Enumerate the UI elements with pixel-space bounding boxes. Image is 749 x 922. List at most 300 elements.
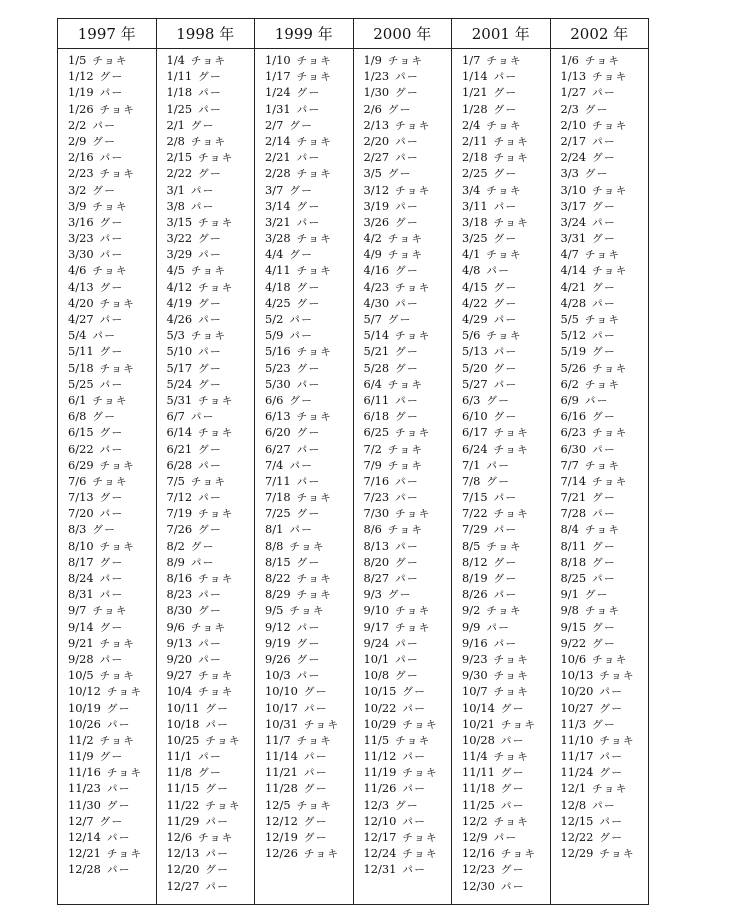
entry-hand: グー: [493, 362, 518, 375]
date-entry: [462, 214, 550, 230]
entry-hand: グー: [395, 216, 420, 229]
entry-date: 2/16: [68, 150, 94, 165]
date-entry: [462, 780, 550, 796]
date-entry: [462, 861, 550, 877]
entry-hand: チョキ: [99, 297, 136, 310]
date-entry: [462, 667, 550, 683]
entry-date: 6/8: [68, 409, 87, 424]
date-entry: [68, 457, 156, 473]
entry-date: 1/17: [265, 69, 291, 84]
entry-date: 2/3: [560, 101, 579, 116]
entry-date: 9/9: [462, 619, 481, 634]
entry-date: 11/25: [462, 797, 495, 812]
entry-date: 6/28: [166, 457, 193, 472]
entry-hand: グー: [493, 556, 518, 569]
entry-date: 9/19: [265, 635, 291, 650]
date-entry: [167, 635, 255, 651]
entry-date: 6/21: [166, 441, 193, 456]
date-entry: [68, 505, 156, 521]
date-entry: [265, 182, 353, 198]
date-entry: [167, 279, 255, 295]
entry-hand: パー: [99, 249, 124, 262]
date-entry: [462, 764, 550, 780]
entry-date: 11/23: [68, 781, 101, 796]
date-entry: [68, 441, 156, 457]
entry-date: 10/19: [68, 700, 101, 715]
entry-hand: グー: [592, 233, 617, 246]
date-entry: [167, 667, 255, 683]
date-entry: [364, 489, 452, 505]
entry-date: 1/19: [68, 85, 94, 100]
entry-hand: チョキ: [395, 508, 431, 521]
entry-hand: チョキ: [500, 718, 537, 731]
date-entry: [462, 457, 550, 473]
date-entry: [167, 602, 255, 618]
entry-date: 11/28: [265, 781, 298, 796]
year-header-1998: 1998 年: [156, 19, 255, 49]
entry-date: 1/11: [166, 69, 193, 84]
entry-hand: グー: [493, 573, 518, 585]
date-entry: [561, 117, 649, 133]
entry-hand: チョキ: [486, 330, 523, 343]
entry-date: 5/30: [265, 376, 291, 391]
entry-date: 3/2: [68, 182, 87, 197]
entry-hand: チョキ: [296, 135, 333, 148]
entry-date: 3/8: [166, 198, 185, 213]
date-entry: [462, 635, 550, 651]
date-entry: [561, 780, 649, 796]
date-entry: [462, 408, 550, 424]
date-entry: [364, 198, 452, 214]
entry-hand: チョキ: [592, 475, 628, 488]
entry-date: 3/31: [560, 231, 587, 246]
entry-date: 5/14: [363, 328, 390, 343]
date-entry: [561, 101, 649, 117]
entry-hand: グー: [493, 103, 518, 116]
date-entry: [265, 149, 353, 165]
date-entry: [167, 861, 255, 877]
entry-hand: チョキ: [92, 200, 129, 213]
date-entry: [561, 198, 649, 214]
entry-date: 6/23: [560, 425, 587, 440]
entry-date: 3/22: [166, 231, 193, 246]
date-entry: [265, 214, 353, 230]
date-entry: [167, 343, 255, 359]
entry-date: 8/19: [462, 571, 488, 585]
entry-date: 12/26: [265, 846, 298, 861]
date-entry: [364, 554, 452, 570]
entry-hand: パー: [493, 637, 518, 650]
date-entry: [561, 619, 649, 635]
date-entry: [265, 829, 353, 845]
entry-date: 9/10: [363, 603, 390, 618]
entry-hand: パー: [395, 540, 420, 553]
entry-hand: パー: [592, 297, 617, 310]
date-entry: [364, 651, 452, 667]
entry-date: 10/21: [462, 716, 495, 731]
date-entry: [68, 68, 156, 84]
date-entry: [167, 133, 255, 149]
entry-hand: チョキ: [99, 168, 136, 181]
date-entry: [167, 764, 255, 780]
entry-date: 4/14: [560, 263, 587, 278]
date-entry: [68, 554, 156, 570]
entry-date: 6/11: [363, 392, 390, 407]
entry-date: 3/15: [166, 214, 193, 229]
entry-hand: チョキ: [92, 394, 129, 407]
entry-hand: パー: [198, 653, 223, 666]
entry-date: 9/30: [462, 668, 488, 683]
date-entry: [462, 343, 550, 359]
entry-date: 8/4: [560, 522, 579, 537]
date-entry: [364, 117, 452, 133]
date-entry: [68, 813, 156, 829]
entry-date: 2/25: [462, 166, 488, 181]
entry-hand: グー: [500, 767, 525, 780]
column-1998: [156, 49, 255, 905]
date-entry: [68, 489, 156, 505]
date-entry: [364, 279, 452, 295]
date-entry: [68, 619, 156, 635]
entry-hand: グー: [584, 168, 609, 181]
entry-hand: チョキ: [402, 848, 439, 861]
entry-date: 3/3: [560, 166, 579, 181]
entry-date: 7/11: [265, 473, 291, 488]
entry-hand: チョキ: [395, 330, 431, 343]
entry-date: 7/21: [560, 490, 587, 505]
entry-date: 5/28: [363, 360, 390, 375]
entry-hand: チョキ: [387, 249, 424, 262]
date-entry: [364, 829, 452, 845]
year-header-row: [58, 19, 649, 49]
date-entry: [265, 457, 353, 473]
entry-date: 6/2: [560, 376, 579, 391]
date-entry: [68, 101, 156, 117]
date-entry: [462, 246, 550, 262]
entry-hand: グー: [296, 653, 321, 666]
entry-date: 1/31: [265, 101, 291, 116]
date-entry: [68, 845, 156, 861]
entry-date: 7/1: [462, 457, 481, 472]
entry-hand: グー: [289, 119, 314, 132]
date-entry: [167, 327, 255, 343]
entry-hand: パー: [289, 314, 314, 326]
entry-hand: グー: [395, 556, 420, 569]
date-entry: [462, 149, 550, 165]
entry-date: 10/26: [68, 716, 101, 731]
date-entry: [561, 667, 649, 683]
date-entry: [462, 797, 550, 813]
entry-hand: グー: [486, 394, 511, 407]
entry-hand: パー: [99, 589, 124, 602]
column-1999: [255, 49, 354, 905]
date-entry: [265, 764, 353, 780]
entry-hand: グー: [198, 605, 223, 618]
entry-hand: パー: [99, 233, 124, 246]
entry-date: 10/11: [166, 700, 200, 715]
date-entry: [561, 829, 649, 845]
entry-hand: グー: [500, 864, 525, 877]
entry-date: 1/7: [462, 53, 481, 67]
entry-hand: グー: [296, 87, 321, 100]
entry-date: 7/19: [166, 506, 193, 521]
date-entry: [462, 505, 550, 521]
entry-date: 7/6: [68, 473, 87, 488]
entry-hand: チョキ: [486, 605, 523, 618]
entry-hand: チョキ: [296, 71, 333, 84]
date-entry: [364, 311, 452, 327]
entry-hand: グー: [198, 524, 223, 537]
entry-date: 8/10: [68, 538, 94, 553]
date-entry: [265, 68, 353, 84]
entry-hand: グー: [500, 783, 525, 796]
entry-date: 8/30: [166, 603, 193, 618]
entry-hand: チョキ: [387, 443, 424, 456]
date-entry: [265, 521, 353, 537]
entry-hand: パー: [486, 621, 511, 634]
date-entry: [265, 538, 353, 554]
entry-hand: グー: [296, 297, 321, 310]
entry-hand: グー: [99, 621, 124, 634]
entry-hand: グー: [99, 71, 124, 84]
entry-hand: チョキ: [289, 540, 326, 553]
date-entry: [265, 441, 353, 457]
entry-date: 1/18: [166, 85, 193, 100]
entry-hand: チョキ: [493, 508, 530, 521]
entry-date: 1/24: [265, 85, 291, 100]
entry-date: 4/1: [462, 247, 481, 262]
entry-hand: チョキ: [493, 135, 530, 148]
date-entry: [561, 360, 649, 376]
entry-date: 3/25: [462, 231, 488, 246]
entry-date: 5/7: [363, 312, 382, 326]
entry-date: 6/14: [166, 425, 193, 440]
date-entry: [364, 813, 452, 829]
entry-date: 11/4: [462, 749, 488, 764]
entry-hand: チョキ: [395, 427, 431, 440]
date-entry: [265, 165, 353, 181]
date-entry: [265, 619, 353, 635]
entry-date: 10/20: [560, 684, 594, 699]
entry-date: 10/5: [68, 668, 94, 683]
entry-date: 8/22: [265, 571, 291, 585]
date-entry: [462, 829, 550, 845]
entry-date: 3/5: [363, 166, 382, 181]
entry-date: 3/17: [560, 198, 587, 213]
date-entry: [265, 554, 353, 570]
entry-hand: グー: [296, 637, 321, 650]
entry-date: 2/6: [363, 101, 382, 116]
entry-date: 11/21: [265, 765, 298, 780]
date-entry: [364, 360, 452, 376]
entry-date: 9/8: [560, 603, 579, 618]
entry-hand: グー: [99, 815, 124, 828]
entry-date: 6/3: [462, 392, 481, 407]
entry-date: 2/10: [560, 117, 587, 132]
entry-date: 12/6: [166, 830, 193, 844]
entry-hand: チョキ: [500, 848, 537, 861]
entry-hand: パー: [296, 443, 321, 456]
date-entry: [462, 732, 550, 748]
entry-date: 7/12: [166, 490, 193, 505]
date-entry: [68, 117, 156, 133]
date-entry: [364, 295, 452, 311]
date-entry: [68, 182, 156, 198]
entry-hand: グー: [303, 832, 328, 844]
entry-hand: パー: [99, 508, 124, 521]
date-entry: [167, 538, 255, 554]
entry-date: 3/7: [265, 182, 284, 197]
date-entry: [462, 683, 550, 699]
entry-hand: チョキ: [296, 492, 333, 505]
year-header-1997: 1997 年: [58, 19, 157, 49]
date-entry: [167, 408, 255, 424]
entry-hand: パー: [198, 751, 223, 764]
entry-date: 8/9: [166, 554, 185, 569]
entry-date: 3/10: [560, 182, 587, 197]
date-entry: [68, 198, 156, 214]
date-entry: [364, 780, 452, 796]
date-entry: [167, 392, 255, 408]
entry-hand: パー: [198, 589, 223, 602]
date-entry: [462, 376, 550, 392]
entry-date: 2/11: [462, 133, 488, 148]
entry-date: 3/21: [265, 214, 291, 229]
entry-date: 2/13: [363, 117, 390, 132]
entry-hand: チョキ: [486, 540, 523, 553]
date-entry: [265, 360, 353, 376]
date-entry: [68, 424, 156, 440]
entry-date: 4/22: [462, 295, 488, 310]
entry-date: 12/3: [363, 797, 390, 812]
entry-hand: パー: [500, 880, 525, 893]
date-entry: [462, 602, 550, 618]
entry-date: 5/23: [265, 360, 291, 375]
entry-date: 6/7: [166, 409, 185, 424]
entry-date: 3/9: [68, 198, 87, 213]
entry-date: 6/4: [363, 376, 382, 391]
entry-date: 2/18: [462, 150, 488, 165]
date-entry: [561, 262, 649, 278]
entry-hand: パー: [303, 751, 328, 764]
date-entry: [265, 133, 353, 149]
date-entry: [167, 101, 255, 117]
entry-hand: パー: [205, 718, 230, 731]
entry-hand: チョキ: [592, 119, 628, 132]
entry-hand: パー: [198, 346, 223, 359]
entry-date: 4/6: [68, 263, 87, 278]
entry-hand: グー: [198, 362, 223, 375]
date-entry: [561, 797, 649, 813]
entry-date: 4/11: [265, 263, 291, 278]
date-entry: [265, 198, 353, 214]
entry-date: 6/17: [462, 425, 488, 440]
entry-date: 4/26: [166, 312, 193, 326]
entry-date: 11/18: [462, 781, 495, 796]
date-entry: [561, 554, 649, 570]
entry-date: 5/24: [166, 376, 193, 391]
entry-date: 11/2: [68, 732, 94, 747]
date-entry: [462, 230, 550, 246]
entry-date: 6/1: [68, 392, 87, 407]
entry-date: 10/4: [166, 684, 193, 699]
date-entry: [561, 52, 649, 68]
date-entry: [561, 246, 649, 262]
entry-date: 5/16: [265, 344, 291, 359]
date-entry: [364, 700, 452, 716]
date-entry: [462, 619, 550, 635]
entry-date: 9/16: [462, 635, 488, 650]
entry-date: 11/17: [560, 749, 594, 764]
entry-hand: パー: [395, 200, 420, 213]
entry-hand: グー: [296, 200, 321, 213]
date-entry: [68, 797, 156, 813]
entry-hand: チョキ: [486, 184, 523, 197]
date-entry: [364, 133, 452, 149]
entry-hand: グー: [592, 492, 617, 505]
entry-date: 1/14: [462, 69, 488, 84]
entry-date: 3/12: [363, 182, 390, 197]
entry-hand: グー: [99, 492, 124, 505]
column-1997: [58, 49, 157, 905]
date-entry: [265, 262, 353, 278]
entry-hand: チョキ: [99, 734, 136, 747]
entry-date: 10/25: [166, 732, 200, 747]
entry-hand: チョキ: [198, 216, 234, 229]
entry-hand: グー: [92, 135, 117, 148]
entry-date: 12/7: [68, 813, 94, 828]
entry-hand: チョキ: [493, 152, 530, 165]
entry-hand: グー: [402, 686, 427, 699]
entry-date: 11/1: [166, 749, 193, 764]
entry-date: 3/11: [462, 198, 488, 213]
entry-date: 12/19: [265, 830, 298, 844]
entry-date: 9/21: [68, 635, 94, 650]
date-entry: [68, 764, 156, 780]
date-entry: [462, 441, 550, 457]
entry-hand: グー: [599, 702, 624, 715]
date-entry: [265, 246, 353, 262]
entry-date: 10/6: [560, 651, 587, 666]
date-entry: [364, 262, 452, 278]
date-entry: [561, 473, 649, 489]
entry-date: 4/2: [363, 231, 382, 246]
entry-date: 3/19: [363, 198, 390, 213]
date-entry: [462, 327, 550, 343]
entry-hand: チョキ: [92, 265, 129, 278]
date-entry: [462, 813, 550, 829]
date-entry: [167, 732, 255, 748]
entry-hand: パー: [493, 200, 518, 213]
entry-hand: グー: [493, 411, 518, 424]
entry-hand: チョキ: [493, 653, 530, 666]
date-entry: [561, 651, 649, 667]
entry-hand: パー: [296, 670, 321, 683]
date-entry: [561, 505, 649, 521]
date-entry: [265, 683, 353, 699]
entry-hand: パー: [190, 184, 215, 197]
entry-date: 3/18: [462, 214, 488, 229]
date-entry: [364, 473, 452, 489]
entry-hand: パー: [198, 103, 223, 116]
date-entry: [167, 797, 255, 813]
entry-hand: パー: [592, 135, 617, 148]
date-entry: [561, 392, 649, 408]
date-entry: [265, 586, 353, 602]
entry-hand: パー: [106, 783, 131, 796]
entry-hand: パー: [395, 152, 420, 165]
entry-hand: グー: [592, 637, 617, 650]
